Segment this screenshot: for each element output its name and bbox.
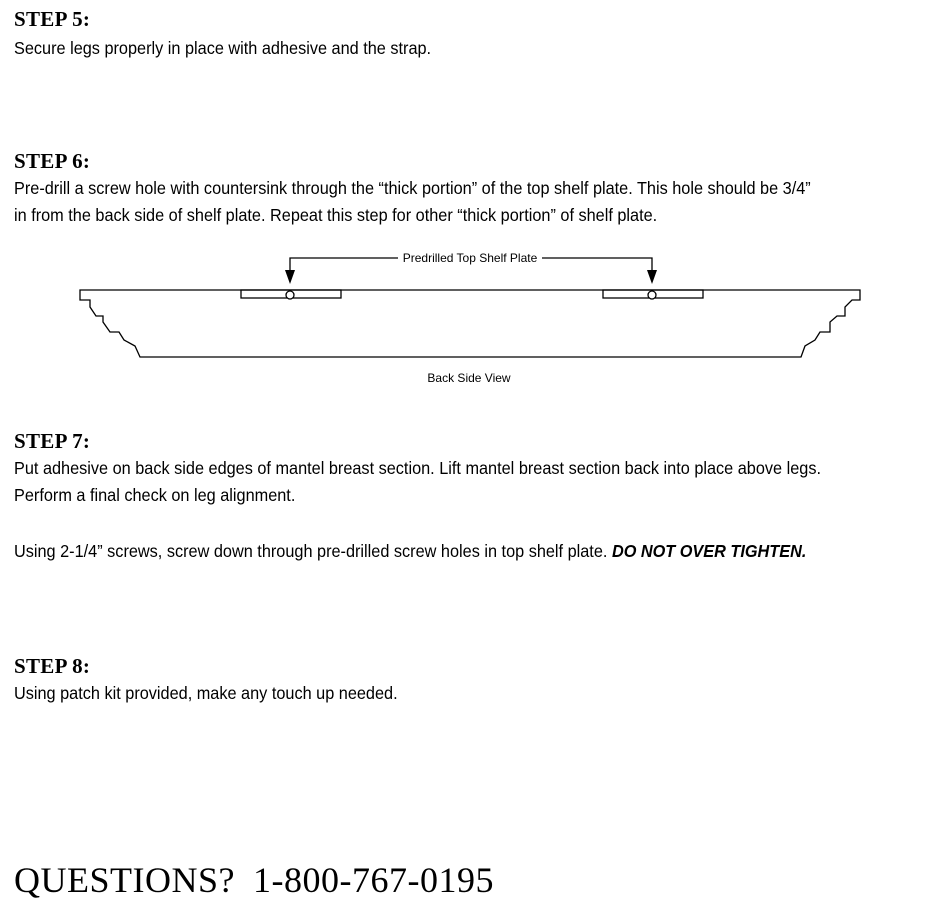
step-8-heading: STEP 8: — [14, 654, 91, 678]
step-6-heading: STEP 6: — [14, 149, 91, 173]
step-7-text-line-1: Put adhesive on back side edges of mantel breast section. Lift mantel breast section back into place above legs. — [14, 458, 822, 478]
right-screw-hole — [648, 291, 656, 299]
phone-number: 1-800-767-0195 — [252, 860, 494, 900]
step-7-warning: DO NOT OVER TIGHTEN. — [611, 541, 807, 561]
step-7-heading: STEP 7: — [14, 429, 91, 453]
diagram-caption: Back Side View — [427, 371, 511, 385]
step-8-text: Using patch kit provided, make any touch up needed. — [14, 683, 398, 703]
callout-left-arrowhead — [285, 270, 295, 284]
step-6-text-line-1: Pre-drill a screw hole with countersink through the “thick portion” of the top shelf plate. This hole should be 3/4” — [14, 178, 811, 198]
callout-right-line — [542, 258, 652, 272]
step-7-note-text: Using 2-1/4” screws, screw down through pre-drilled screw holes in top shelf plate. — [14, 541, 608, 561]
questions-label: QUESTIONS? — [14, 860, 235, 900]
step-5-heading: STEP 5: — [14, 7, 91, 31]
step-7-note — [14, 538, 806, 565]
step-6-text-line-2: in from the back side of shelf plate. Repeat this step for other “thick portion” of shelf plate. — [14, 205, 658, 225]
mantel-profile — [80, 290, 860, 357]
shelf-plate-diagram — [0, 0, 950, 400]
callout-right-arrowhead — [647, 270, 657, 284]
questions-footer — [14, 862, 494, 898]
step-7-text-line-2: Perform a final check on leg alignment. — [14, 485, 296, 505]
callout-left-line — [290, 258, 398, 272]
callout-label: Predrilled Top Shelf Plate — [402, 251, 538, 265]
step-5-text: Secure legs properly in place with adhesive and the strap. — [14, 38, 432, 58]
left-screw-hole — [286, 291, 294, 299]
